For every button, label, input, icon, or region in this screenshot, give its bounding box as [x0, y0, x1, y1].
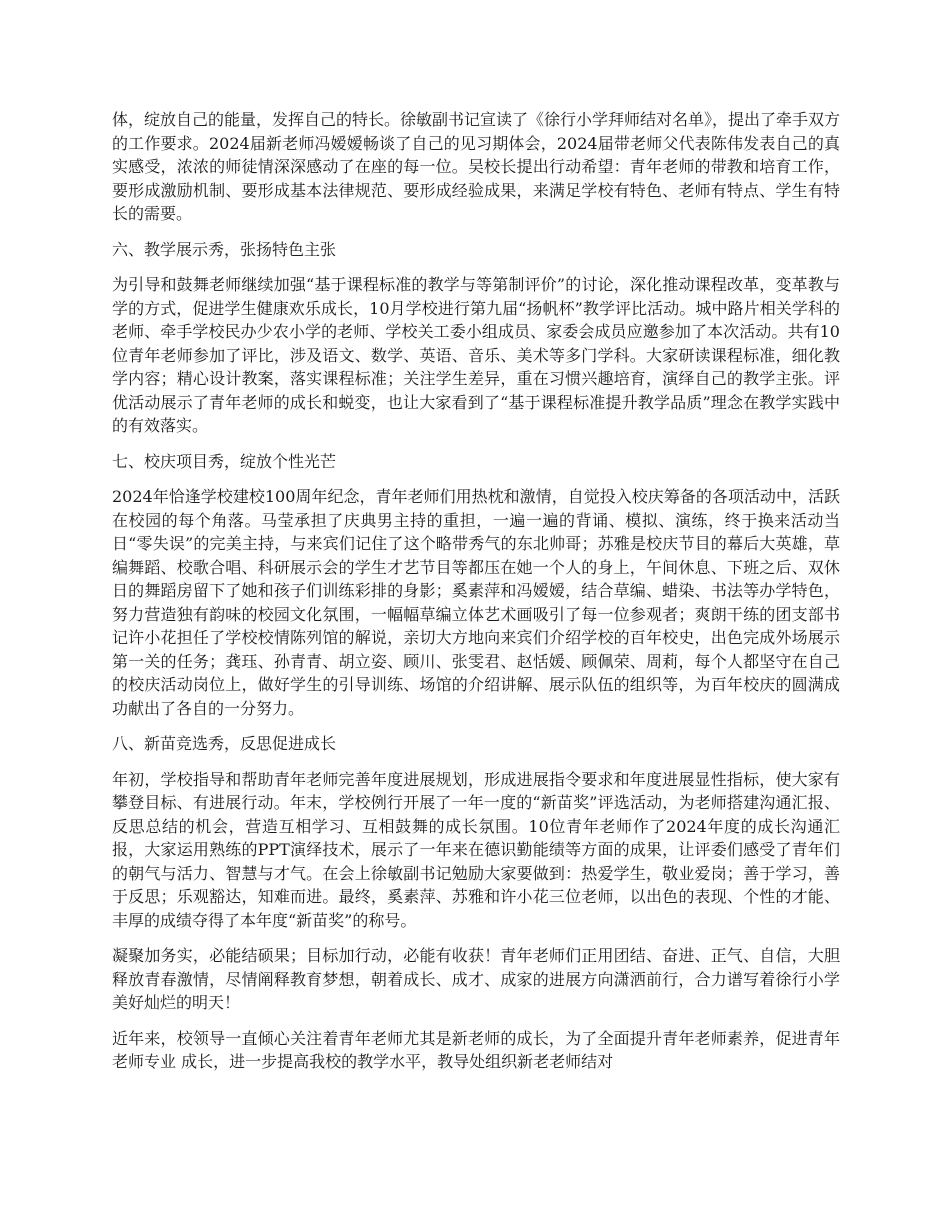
paragraph-mentoring: 近年来，校领导一直倾心关注着青年老师尤其是新老师的成长，为了全面提升青年老师素养，促进青年老师专业 成长，进一步提高我校的教学水平，教导处组织新老老师结对 — [112, 1028, 840, 1071]
paragraph-teaching-showcase: 为引导和鼓舞老师继续加强“基于课程标准的教学与等第制评价”的讨论，深化推动课程改革，变革教与学的方式，促进学生健康欢乐成长，10月学校进行第九届“扬帆杯”教学评比活动。城中路片相关学科的老师、牵手学校民办少农小学的老师、学校关工委小组成员、家委会成员应邀参加了本次活动。共有10位青年老师参加了评比，涉及语文、数学、英语、音乐、美术等多门学科。大家研读课程标准，细化教学内容；精心设计教案，落实课程标准；关注学生差异，重在习惯兴趣培育，演绎自己的教学主张。评优活动展示了青年老师的成长和蜕变，也让大家看到了“基于课程标准提升教学品质”理念在教学实践中的有效落实。 — [112, 275, 840, 435]
paragraph-intro: 体，绽放自己的能量，发挥自己的特长。徐敏副书记宣读了《徐行小学拜师结对名单》，提出了牵手双方的工作要求。2024届新老师冯嫒嫒畅谈了自己的见习期体会，2024届带老师父代表陈伟发表自己的真实感受，浓浓的师徒情深深感动了在座的每一位。吴校长提出行动希望：青年老师的带教和培育工作，要形成激励机制、要形成基本法律规范、要形成经验成果，来满足学校有特色、老师有特点、学生有特长的需要。 — [112, 110, 841, 223]
paragraph-new-talent: 年初，学校指导和帮助青年老师完善年度进展规划，形成进展指令要求和年度进展显性指标，使大家有攀登目标、有进展行动。年末，学校例行开展了一年一度的“新苗奖”评选活动，为老师搭建沟通汇报、反思总结的机会，营造互相学习、互相鼓舞的成长氛围。10位青年老师作了2024年度的成长沟通汇报，大家运用熟练的PPT演绎技术，展示了一年来在德识勤能绩等方面的成果，让评委们感受了青年们的朝气与活力、智慧与才气。在会上徐敏副书记勉励大家要做到：热爱学生，敬业爱岗；善于学习，善于反思；乐观豁达，知难而进。最终，奚素萍、苏雅和许小花三位老师，以出色的表现、个性的才能、丰厚的成绩夺得了本年度“新苗奖”的称号。 — [112, 769, 840, 930]
document-body — [112, 108, 840, 1086]
section-heading-8: 八、新苗竞选秀，反思促进成长 — [112, 734, 337, 753]
section-heading-6: 六、教学展示秀，张扬特色主张 — [112, 239, 337, 259]
paragraph-anniversary: 2024年恰逢学校建校100周年纪念，青年老师们用热枕和激情，自觉投入校庆筹备的各项活动中，活跃在校园的每个角落。马莹承担了庆典男主持的重担，一遍一遍的背诵、模拟、演练，终于换来活动当日“零失误”的完美主持，与来宾们记住了这个略带秀气的东北帅哥；苏雅是校庆节目的幕后大英雄，草编舞蹈、校歌合唱、科研展示会的学生才艺节目等都压在她一个人的身上，午间休息、下班之后、双休日的舞蹈房留下了她和孩子们训练彩排的身影；奚素萍和冯嫒嫒，结合草编、蜡染、书法等办学特色，努力营造独有韵味的校园文化氛围，一幅幅草编立体艺术画吸引了每一位参观者；爽朗干练的团支部书记许小花担任了学校校情陈列馆的解说，亲切大方地向来宾们介绍学校的百年校史，出色完成外场展示第一关的任务；龚珏、孙青青、胡立姿、顾川、张雯君、赵恬媛、顾佩荣、周莉，每个人都坚守在自己的校庆活动岗位上，做好学生的引导训练、场馆的介绍讲解、展示队伍的组织等，为百年校庆的圆满成功献出了各自的一分努力。 — [112, 487, 840, 718]
paragraph-conclusion: 凝聚加务实，必能结硕果；目标加行动，必能有收获！青年老师们正用团结、奋进、正气、自信，大胆释放青春激情，尽情阐释教育梦想，朝着成长、成才、成家的进展方向潇洒前行，合力谱写着徐行小学美好灿烂的明天！ — [112, 946, 840, 1012]
section-heading-7: 七、校庆项目秀，绽放个性光芒 — [112, 451, 337, 471]
